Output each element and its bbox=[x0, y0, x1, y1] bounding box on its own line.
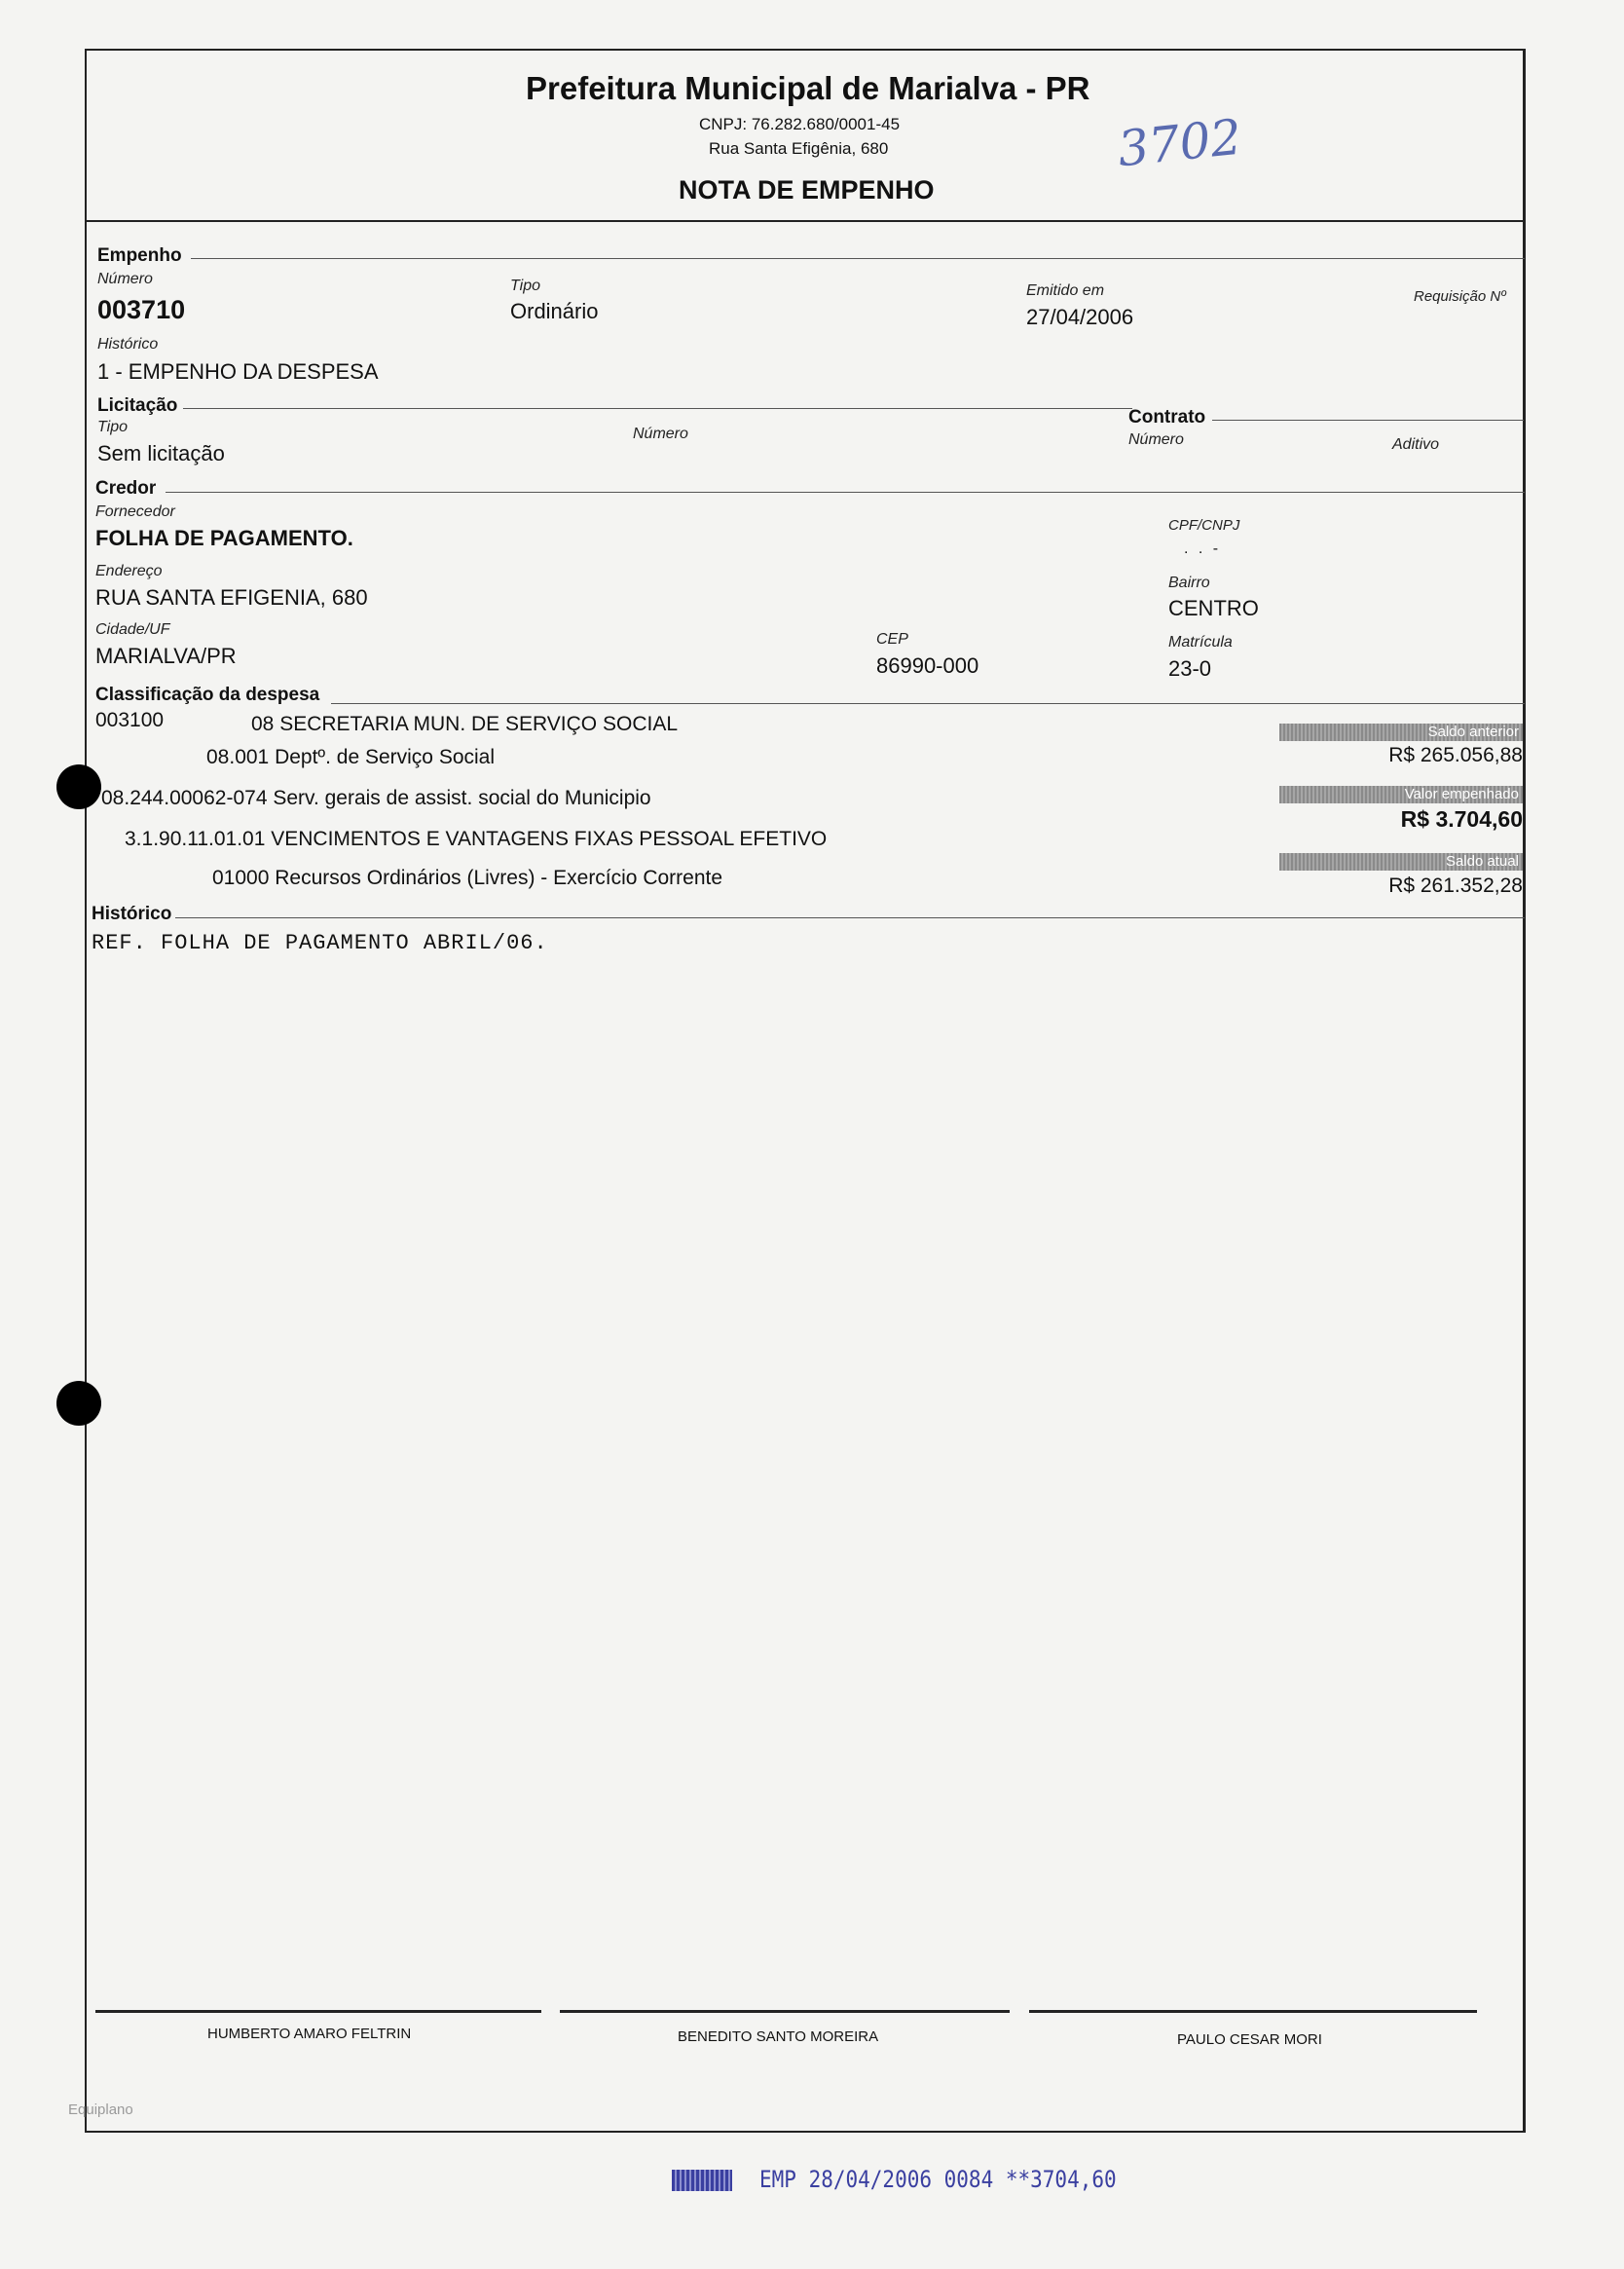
classificacao-line2: 08.001 Deptº. de Serviço Social bbox=[206, 746, 496, 768]
punch-hole-bottom bbox=[56, 1381, 101, 1426]
empenho-tipo-label: Tipo bbox=[510, 278, 540, 294]
cnpj-text: CNPJ: 76.282.680/0001-45 bbox=[699, 115, 901, 133]
saldo-atual-label: Saldo atual bbox=[1279, 853, 1523, 871]
contrato-rule bbox=[1212, 420, 1524, 421]
classificacao-section: Classificação da despesa bbox=[95, 685, 320, 705]
footer-stamp: EMP 28/04/2006 0084 **3704,60 bbox=[759, 2166, 1117, 2193]
signature-name-3: PAULO CESAR MORI bbox=[1177, 2031, 1322, 2048]
empenho-historico-label: Histórico bbox=[97, 336, 159, 353]
historico-section: Histórico bbox=[92, 904, 172, 924]
cep-label: CEP bbox=[876, 631, 908, 648]
credor-section: Credor bbox=[95, 478, 157, 499]
historico-text: REF. FOLHA DE PAGAMENTO ABRIL/06. bbox=[92, 931, 548, 955]
cidade-label: Cidade/UF bbox=[95, 621, 170, 638]
licitacao-section: Licitação bbox=[97, 395, 178, 416]
signature-name-2: BENEDITO SANTO MOREIRA bbox=[678, 2028, 879, 2045]
saldo-atual-value: R$ 261.352,28 bbox=[1388, 874, 1523, 897]
empenho-section: Empenho bbox=[97, 245, 182, 266]
classificacao-line3: 08.244.00062-074 Serv. gerais de assist. social do Municipio bbox=[101, 787, 651, 809]
endereco-value: RUA SANTA EFIGENIA, 680 bbox=[95, 585, 368, 610]
signature-line-1 bbox=[95, 2010, 541, 2013]
cpf-label: CPF/CNPJ bbox=[1168, 517, 1240, 534]
stamp-logo bbox=[672, 2170, 732, 2191]
classificacao-code: 003100 bbox=[95, 709, 165, 731]
endereco-label: Endereço bbox=[95, 563, 163, 579]
empenho-rule bbox=[191, 258, 1525, 259]
handwritten-number: 3702 bbox=[1115, 108, 1244, 178]
requisicao-label: Requisição Nº bbox=[1414, 288, 1506, 305]
classificacao-line4: 3.1.90.11.01.01 VENCIMENTOS E VANTAGENS FIXAS PESSOAL EFETIVO bbox=[125, 828, 828, 850]
matricula-label: Matrícula bbox=[1168, 634, 1233, 651]
valor-empenhado-value: R$ 3.704,60 bbox=[1400, 806, 1523, 832]
valor-empenhado-label: Valor empenhado bbox=[1279, 786, 1523, 803]
emitido-label: Emitido em bbox=[1026, 282, 1105, 299]
address-text: Rua Santa Efigênia, 680 bbox=[709, 139, 889, 158]
doc-title: NOTA DE EMPENHO bbox=[679, 175, 935, 205]
classificacao-line1: 08 SECRETARIA MUN. DE SERVIÇO SOCIAL bbox=[251, 713, 679, 735]
bairro-value: CENTRO bbox=[1168, 596, 1259, 620]
bairro-label: Bairro bbox=[1168, 575, 1210, 591]
signature-name-1: HUMBERTO AMARO FELTRIN bbox=[207, 2026, 412, 2042]
cep-value: 86990-000 bbox=[876, 653, 979, 678]
header-divider bbox=[86, 220, 1525, 222]
credor-rule bbox=[166, 492, 1525, 493]
punch-hole-top bbox=[56, 764, 101, 809]
contrato-numero-label: Número bbox=[1128, 431, 1184, 448]
licitacao-tipo-label: Tipo bbox=[97, 419, 128, 435]
fornecedor-label: Fornecedor bbox=[95, 503, 175, 520]
signature-line-3 bbox=[1029, 2010, 1477, 2013]
licitacao-rule bbox=[183, 408, 1132, 409]
classificacao-rule bbox=[331, 703, 1525, 704]
empenho-historico: 1 - EMPENHO DA DESPESA bbox=[97, 359, 379, 384]
software-watermark: Equiplano bbox=[68, 2102, 133, 2118]
municipality-title: Prefeitura Municipal de Marialva - PR bbox=[526, 70, 1090, 106]
matricula-value: 23-0 bbox=[1168, 656, 1212, 681]
signature-line-2 bbox=[560, 2010, 1010, 2013]
contrato-section: Contrato bbox=[1128, 407, 1206, 428]
licitacao-numero-label: Número bbox=[633, 426, 688, 442]
cidade-value: MARIALVA/PR bbox=[95, 644, 237, 668]
historico-rule bbox=[175, 917, 1525, 918]
saldo-anterior-label: Saldo anterior bbox=[1279, 724, 1523, 741]
saldo-anterior-value: R$ 265.056,88 bbox=[1388, 744, 1523, 766]
licitacao-tipo: Sem licitação bbox=[97, 441, 225, 465]
empenho-numero-label: Número bbox=[97, 271, 153, 287]
emitido-date: 27/04/2006 bbox=[1026, 305, 1134, 329]
empenho-tipo: Ordinário bbox=[510, 299, 599, 323]
fornecedor-value: FOLHA DE PAGAMENTO. bbox=[95, 526, 353, 550]
scan-speck bbox=[343, 86, 356, 92]
classificacao-line5: 01000 Recursos Ordinários (Livres) - Exercício Corrente bbox=[212, 867, 723, 889]
empenho-numero: 003710 bbox=[97, 295, 186, 324]
cpf-value: . . - bbox=[1184, 540, 1222, 557]
aditivo-label: Aditivo bbox=[1392, 436, 1440, 453]
